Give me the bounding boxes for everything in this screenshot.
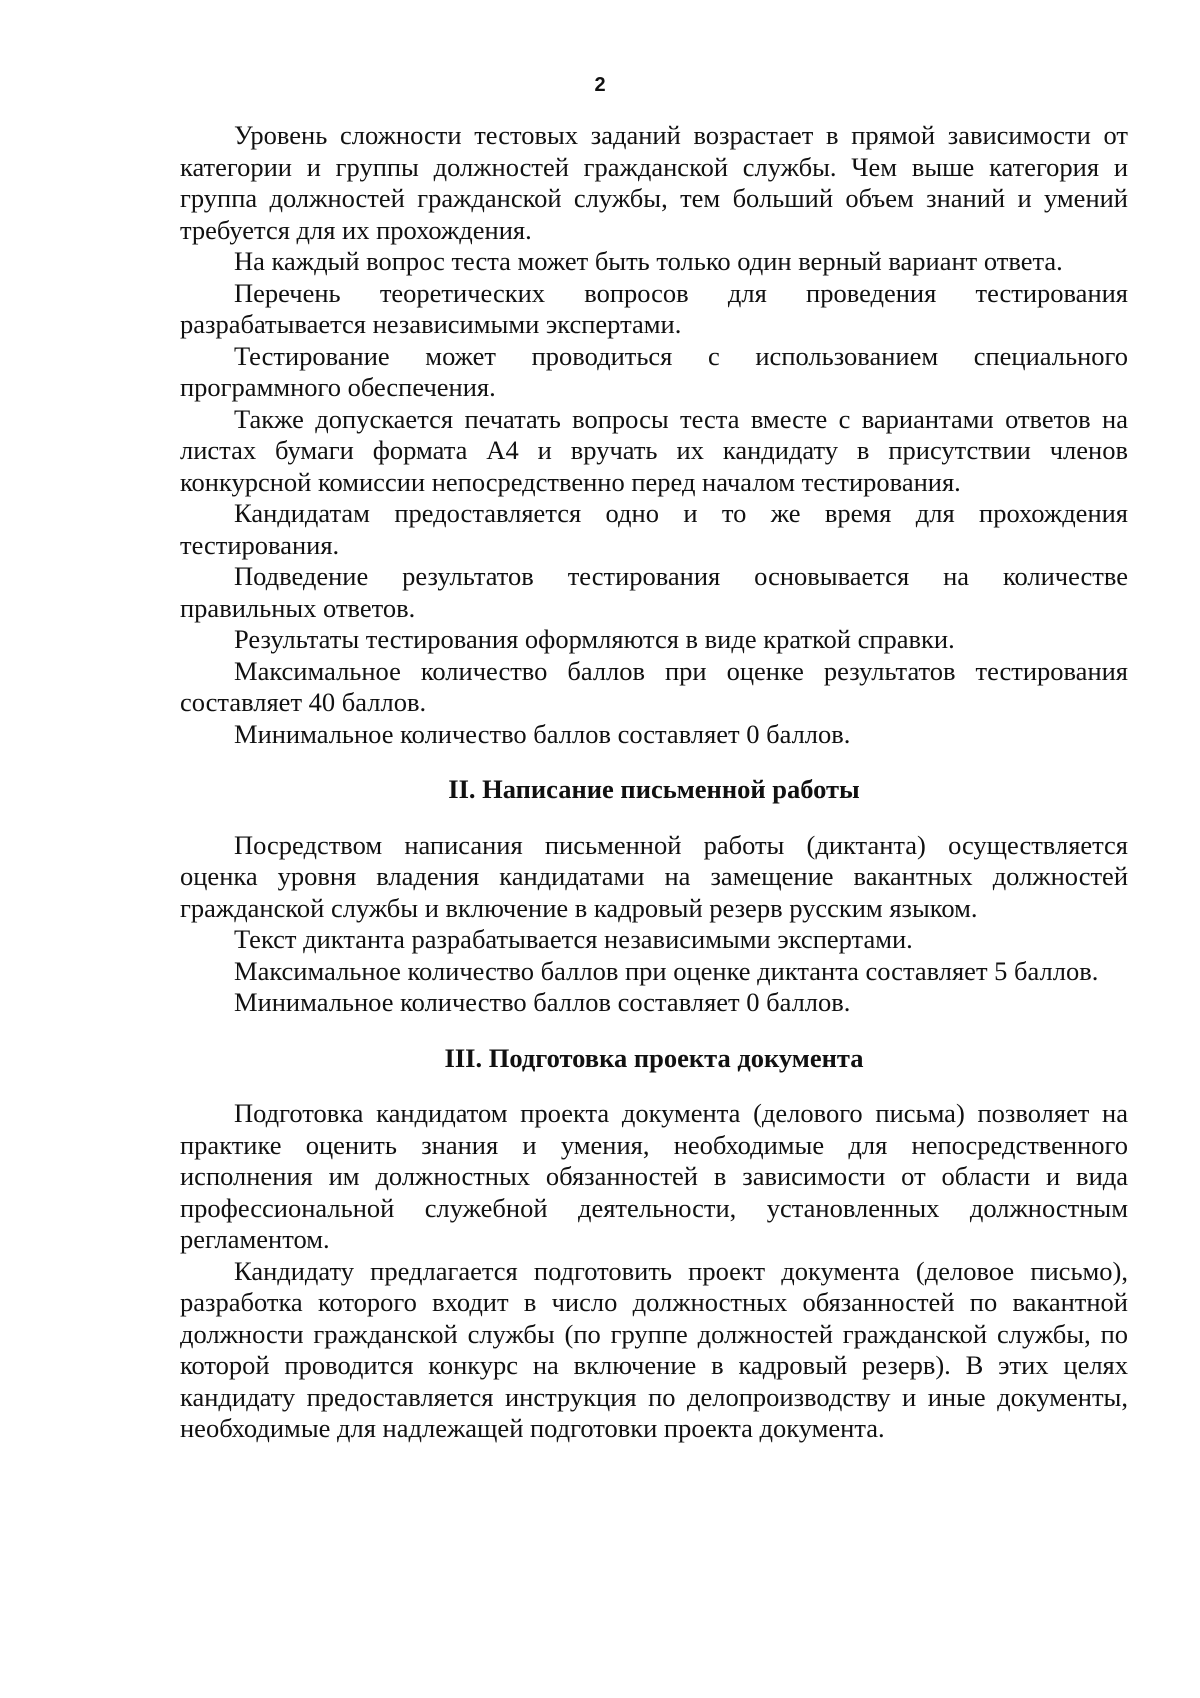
paragraph: Также допускается печатать вопросы теста вместе с вариантами ответов на листах бумаги формата А4 и вручать их кандидату в присутствии членов конкурсной комиссии непосредственно перед началом тестирования. (180, 403, 1128, 497)
paragraph: Минимальное количество баллов составляет 0 баллов. (234, 987, 851, 1017)
paragraph: Подведение результатов тестирования основывается на количестве правильных ответов. (180, 561, 1128, 623)
paragraph: На каждый вопрос теста может быть только один верный вариант ответа. (234, 246, 1063, 276)
paragraph: Тестирование может проводиться с использованием специального программного обеспечения. (180, 340, 1128, 402)
paragraph: Минимальное количество баллов составляет 0 баллов. (234, 718, 851, 749)
section-heading: II. Написание письменной работы (448, 774, 860, 804)
paragraph: Кандидатам предоставляется одно и то же время для прохождения тестирования. (180, 498, 1128, 560)
paragraph: Перечень теоретических вопросов для проведения тестирования разрабатывается независимыми экспертами. (180, 277, 1128, 339)
paragraph: Результаты тестирования оформляются в виде краткой справки. (234, 624, 955, 654)
paragraph: Уровень сложности тестовых заданий возрастает в прямой зависимости от категории и группы должностей гражданской службы. Чем выше категория и группа должностей гражданской службы, тем больший объем знаний и умений требуется для их прохождения. (180, 120, 1128, 245)
paragraph: Максимальное количество баллов при оценке диктанта составляет 5 баллов. (234, 955, 1099, 986)
paragraph: Максимальное количество баллов при оценке результатов тестирования составляет 40 баллов. (180, 655, 1128, 717)
paragraph: Текст диктанта разрабатывается независимыми экспертами. (234, 924, 913, 954)
page-number: 2 (594, 74, 606, 96)
paragraph: Посредством написания письменной работы (диктанта) осуществляется оценка уровня владения кандидатами на замещение вакантных должностей гражданской службы и включение в кадровый резерв русским языком. (180, 829, 1128, 923)
paragraph: Подготовка кандидатом проекта документа (делового письма) позволяет на практике оценить знания и умения, необходимые для непосредственного исполнения им должностных обязанностей в зависимости от области и вида профессиональной служебной деятельности, установленных должностным регламентом. (180, 1098, 1128, 1254)
section-heading: III. Подготовка проекта документа (444, 1042, 864, 1073)
document-body (180, 120, 1128, 1445)
paragraph: Кандидату предлагается подготовить проект документа (деловое письмо), разработка которого входит в число должностных обязанностей по вакантной должности гражданской службы (по группе должностей гражданской службы, по которой проводится конкурс на включение в кадровый резерв). В этих целях кандидату предоставляется инструкция по делопроизводству и иные документы, необходимые для надлежащей подготовки проекта документа. (180, 1255, 1128, 1443)
